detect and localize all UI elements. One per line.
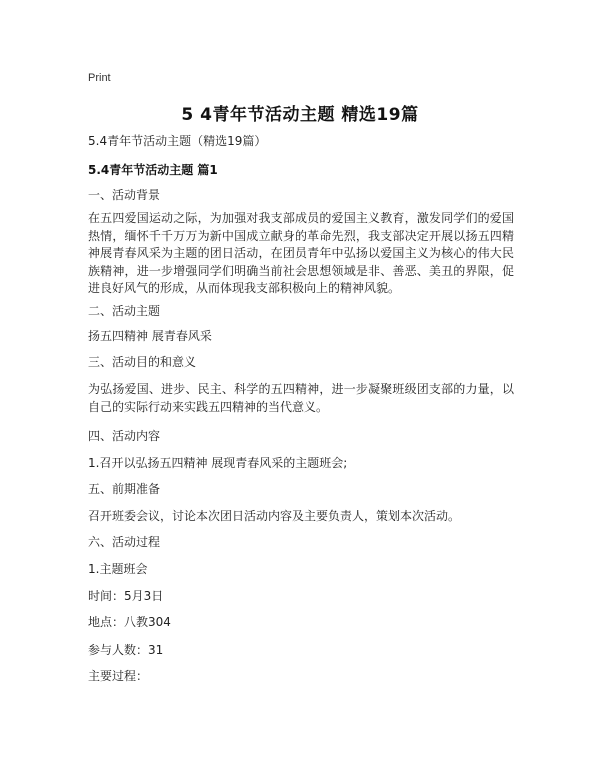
heading-content: 四、活动内容	[88, 429, 161, 443]
paragraph-main-process: 主要过程：	[88, 669, 149, 683]
paragraph-time: 时间：5月3日	[88, 589, 164, 603]
paragraph-content: 1.召开以弘扬五四精神 展现青春风采的主题班会;	[88, 456, 348, 470]
paragraph-background: 在五四爱国运动之际，为加强对我支部成员的爱国主义教育，激发同学们的爱国热情，缅怀千千万万为新中国成立献身的革命先烈，我支部决定开展以扬五四精神展青春风采为主题的团日活动，在团员青年中弘扬以爱国主义为核心的伟大民族精神，进一步增强同学们明确当前社会思想领域是非、善恶、美丑的界限，促进良好风气的形成，从而体现我支部积极向上的精神风貌。	[88, 211, 514, 296]
document-subtitle: 5.4青年节活动主题（精选19篇）	[88, 134, 267, 148]
paragraph-theme: 扬五四精神 展青春风采	[88, 329, 212, 343]
heading-process: 六、活动过程	[88, 535, 161, 549]
heading-purpose: 三、活动目的和意义	[88, 355, 197, 369]
heading-prep: 五、前期准备	[88, 482, 161, 496]
print-label[interactable]: Print	[88, 72, 111, 84]
heading-background: 一、活动背景	[88, 188, 161, 202]
section-heading: 5.4青年节活动主题 篇1	[88, 163, 218, 177]
paragraph-place: 地点：八教304	[88, 615, 171, 629]
paragraph-purpose: 为弘扬爱国、进步、民主、科学的五四精神，进一步凝聚班级团支部的力量，以自己的实际行动来实践五四精神的当代意义。	[88, 382, 514, 414]
paragraph-prep: 召开班委会议，讨论本次团日活动内容及主要负责人，策划本次活动。	[88, 509, 461, 523]
paragraph-meeting: 1.主题班会	[88, 562, 148, 576]
page-title: 5 4青年节活动主题 精选19篇	[181, 105, 419, 125]
paragraph-people: 参与人数：31	[88, 643, 164, 657]
heading-theme: 二、活动主题	[88, 304, 161, 318]
